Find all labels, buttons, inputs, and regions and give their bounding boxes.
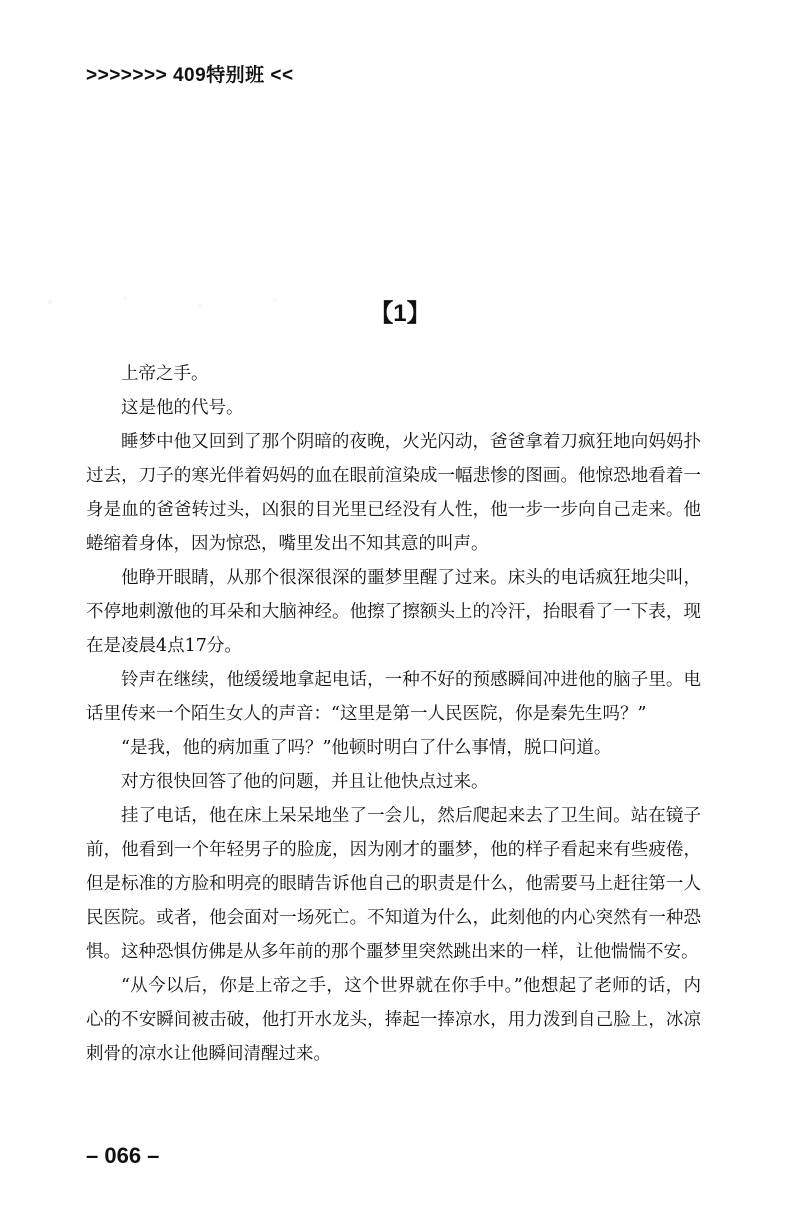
paragraph: 对方很快回答了他的问题，并且让他快点过来。 — [121, 772, 489, 792]
page-number: – 066 – — [86, 1143, 160, 1168]
paragraph: 上帝之手。 — [121, 364, 209, 384]
paragraph: 这是他的代号。 — [121, 398, 244, 418]
paragraph: 铃声在继续，他缓缓地拿起电话，一种不好的预感瞬间冲进他的脑子里。电话里传来一个陌生女人的声音：“这里是第一人民医院，你是秦先生吗？” — [86, 670, 701, 724]
body-text — [86, 357, 701, 1071]
section-heading: 【1】 — [369, 300, 431, 327]
paragraph: 他睁开眼睛，从那个很深很深的噩梦里醒了过来。床头的电话疯狂地尖叫，不停地刺激他的耳朵和大脑神经。他擦了擦额头上的冷汗，抬眼看了一下表，现在是凌晨4点17分。 — [86, 568, 701, 656]
paragraph: 睡梦中他又回到了那个阴暗的夜晚，火光闪动，爸爸拿着刀疯狂地向妈妈扑过去，刀子的寒光伴着妈妈的血在眼前渲染成一幅悲惨的图画。他惊恐地看着一身是血的爸爸转过头，凶狠的目光里已经没有人性，他一步一步向自己走来。他蜷缩着身体，因为惊恐，嘴里发出不知其意的叫声。 — [86, 432, 701, 554]
paragraph: “从今以后，你是上帝之手，这个世界就在你手中。”他想起了老师的话，内心的不安瞬间被击破，他打开水龙头，捧起一捧凉水，用力泼到自己脸上，冰凉刺骨的凉水让他瞬间清醒过来。 — [86, 976, 701, 1064]
paragraph: “是我，他的病加重了吗？”他顿时明白了什么事情，脱口问道。 — [121, 738, 612, 758]
paragraph: 挂了电话，他在床上呆呆地坐了一会儿，然后爬起来去了卫生间。站在镜子前，他看到一个年轻男子的脸庞，因为刚才的噩梦，他的样子看起来有些疲倦，但是标准的方脸和明亮的眼睛告诉他自己的职责是什么，他需要马上赶往第一人民医院。或者，他会面对一场死亡。不知道为什么，此刻他的内心突然有一种恐惧。这种恐惧仿佛是从多年前的那个噩梦里突然跳出来的一样，让他惴惴不安。 — [86, 806, 701, 962]
running-header: >>>>>>> 409特别班 << — [86, 65, 294, 86]
